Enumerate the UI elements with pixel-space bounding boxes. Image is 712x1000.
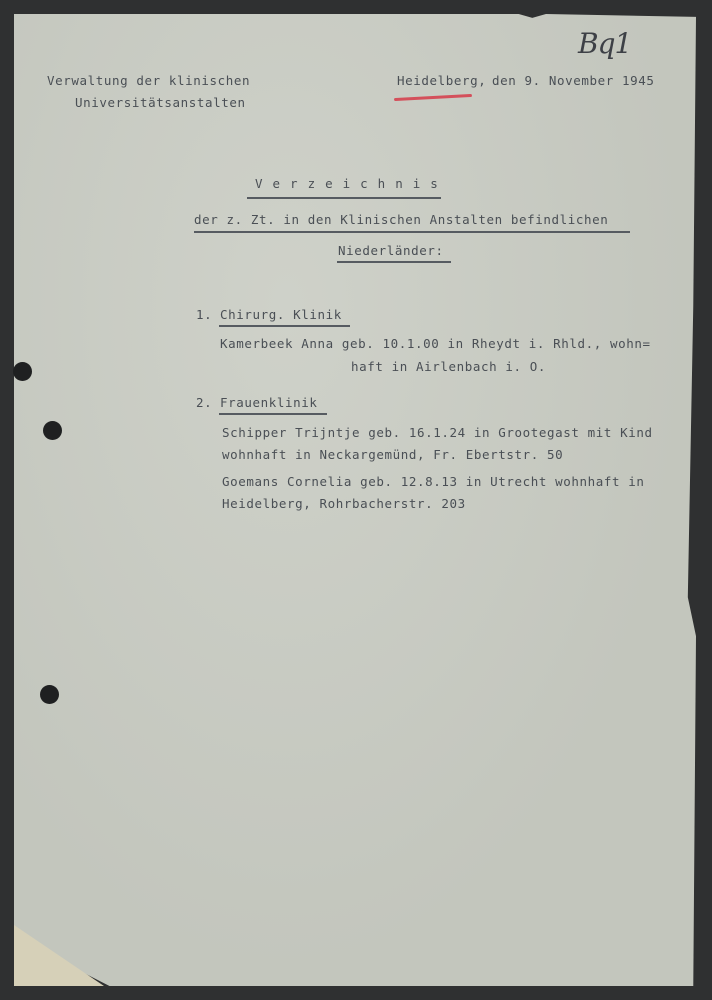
entry-line: wohnhaft in Neckargemünd, Fr. Ebertstr. 50 xyxy=(222,447,564,462)
subline-2-underline xyxy=(337,261,451,263)
archive-number-annotation: Bq1 xyxy=(578,27,632,60)
document-title: Verzeichnis xyxy=(255,176,448,191)
date: den 9. November 1945 xyxy=(492,73,655,88)
title-subline-2: Niederländer: xyxy=(338,243,444,258)
section-heading-frauenklinik: Frauenklinik xyxy=(220,395,318,410)
section-heading-chirurgie: Chirurg. Klinik xyxy=(220,307,342,322)
place: Heidelberg, xyxy=(397,73,487,88)
punch-hole xyxy=(13,362,32,381)
entry-line: Heidelberg, Rohrbacherstr. 203 xyxy=(222,496,466,511)
punch-hole xyxy=(43,421,62,440)
org-name-line1: Verwaltung der klinischen xyxy=(47,73,251,88)
entry-line: Kamerbeek Anna geb. 10.1.00 in Rheydt i. Rhld., wohn= xyxy=(220,336,651,351)
title-underline xyxy=(247,197,441,199)
subline-1-underline xyxy=(194,231,630,233)
section-number: 2. xyxy=(196,395,213,410)
org-name-line2: Universitätsanstalten xyxy=(75,95,246,110)
section-number: 1. xyxy=(196,307,213,322)
punch-hole xyxy=(40,685,59,704)
section-heading-underline xyxy=(219,325,350,327)
entry-line: haft in Airlenbach i. O. xyxy=(351,359,547,374)
entry-line: Schipper Trijntje geb. 16.1.24 in Grootegast mit Kind xyxy=(222,425,653,440)
title-subline-1: der z. Zt. in den Klinischen Anstalten befindlichen xyxy=(194,212,609,227)
section-heading-underline xyxy=(219,413,327,415)
entry-line: Goemans Cornelia geb. 12.8.13 in Utrecht wohnhaft in xyxy=(222,474,645,489)
